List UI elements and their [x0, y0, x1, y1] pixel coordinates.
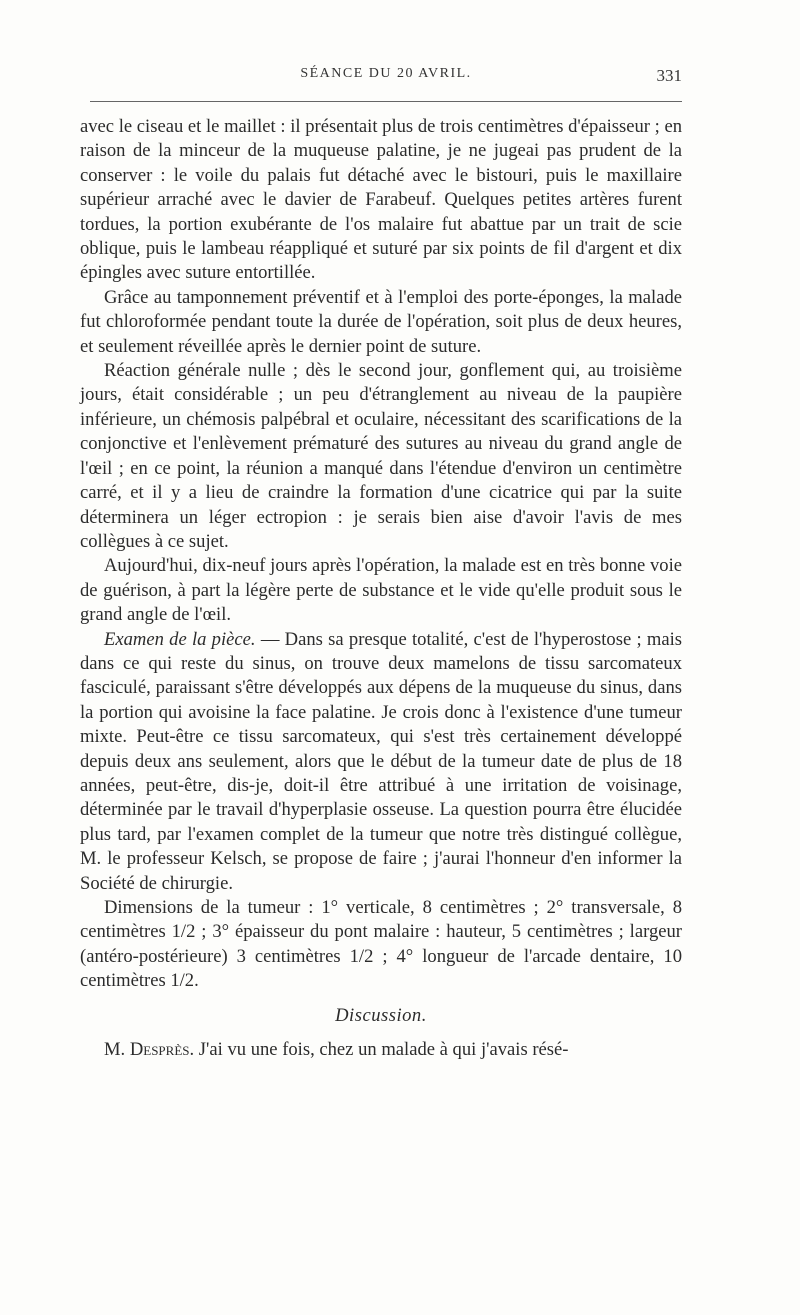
paragraph-body: — Dans sa presque totalité, c'est de l'hyperostose ; mais dans ce qui reste du sinus, on trouve deux mamelons de tissu sarcomateux fasciculé, paraissant s'être développés aux dépens de la muqueuse du sinus, dans la portion qui avoisine la face palatine. Je crois donc à l'existence d'une tumeur mixte. Peut-être ce tissu sarcomateux, qui s'est très certainement développé depuis deux ans seulement, alors que le début de la tumeur date de plus de 18 années, peut-être, dis-je, doit-il être attribué à une irritation de voisinage, déterminée par le travail d'hyperplasie osseuse. La question pourra être élucidée plus tard, par l'examen complet de la tumeur que notre très distingué collègue, M. le professeur Kelsch, se propose de faire ; j'aurai l'honneur d'en informer la Société de chirurgie.	[80, 628, 683, 894]
paragraph	[80, 628, 682, 896]
section-heading: Discussion.	[335, 1004, 427, 1026]
paragraph: Réaction générale nulle ; dès le second jour, gonflement qui, au troisième jours, était considérable ; un peu d'étranglement au niveau de la paupière inférieure, un chémosis palpébral et oculaire, nécessitant des scarifications de la conjonctive et l'enlèvement prématuré des sutures au niveau du grand angle de l'œil ; en ce point, la réunion a manqué dans l'étendue d'environ un centimètre carré, et il y a lieu de craindre la formation d'une cicatrice qui par la suite déterminera un léger ectropion : je serais bien aise d'avoir l'avis de mes collègues à ce sujet.	[80, 360, 682, 552]
paragraph	[80, 1038, 682, 1062]
page-number: 331	[656, 66, 682, 85]
paragraph: Aujourd'hui, dix-neuf jours après l'opération, la malade est en très bonne voie de guérison, à part la légère perte de substance et le vide qu'elle produit sous le grand angle de l'œil.	[80, 555, 682, 626]
header-rule	[90, 101, 682, 102]
paragraph: Dimensions de la tumeur : 1° verticale, 8 centimètres ; 2° transversale, 8 centimètres 1/2 ; 3° épaisseur du pont malaire : hauteur, 5 centimètres ; largeur (antéro-postérieure) 3 centimètres 1/2 ; 4° longueur de l'arcade dentaire, 10 centimètres 1/2.	[80, 897, 682, 992]
paragraph: avec le ciseau et le maillet : il présentait plus de trois centimètres d'épaisseur ; en raison de la minceur de la muqueuse palatine, je ne jugeai pas prudent de la conserver : le voile du palais fut détaché avec le bistouri, puis le maxillaire supérieur arraché avec le davier de Farabeuf. Quelques petites artères furent tordues, la portion exubérante de l'os malaire fut abattue par un trait de scie oblique, puis le lambeau réappliqué et suturé par six points de fil d'argent et dix épingles avec suture entortillée.	[80, 116, 682, 284]
paragraph: Grâce au tamponnement préventif et à l'emploi des porte-éponges, la malade fut chloroformée pendant toute la durée de l'opération, soit plus de deux heures, et seulement réveillée après le dernier point de suture.	[80, 286, 682, 357]
running-title: SÉANCE DU 20 AVRIL.	[300, 66, 472, 81]
paragraph-lead-italic: Examen de la pièce.	[104, 628, 256, 650]
paragraph-body: J'ai vu une fois, chez un malade à qui j'avais résé-	[194, 1039, 569, 1061]
body-text	[80, 115, 682, 1062]
running-head	[90, 66, 682, 88]
speaker-name: M. Desprès.	[104, 1039, 195, 1061]
